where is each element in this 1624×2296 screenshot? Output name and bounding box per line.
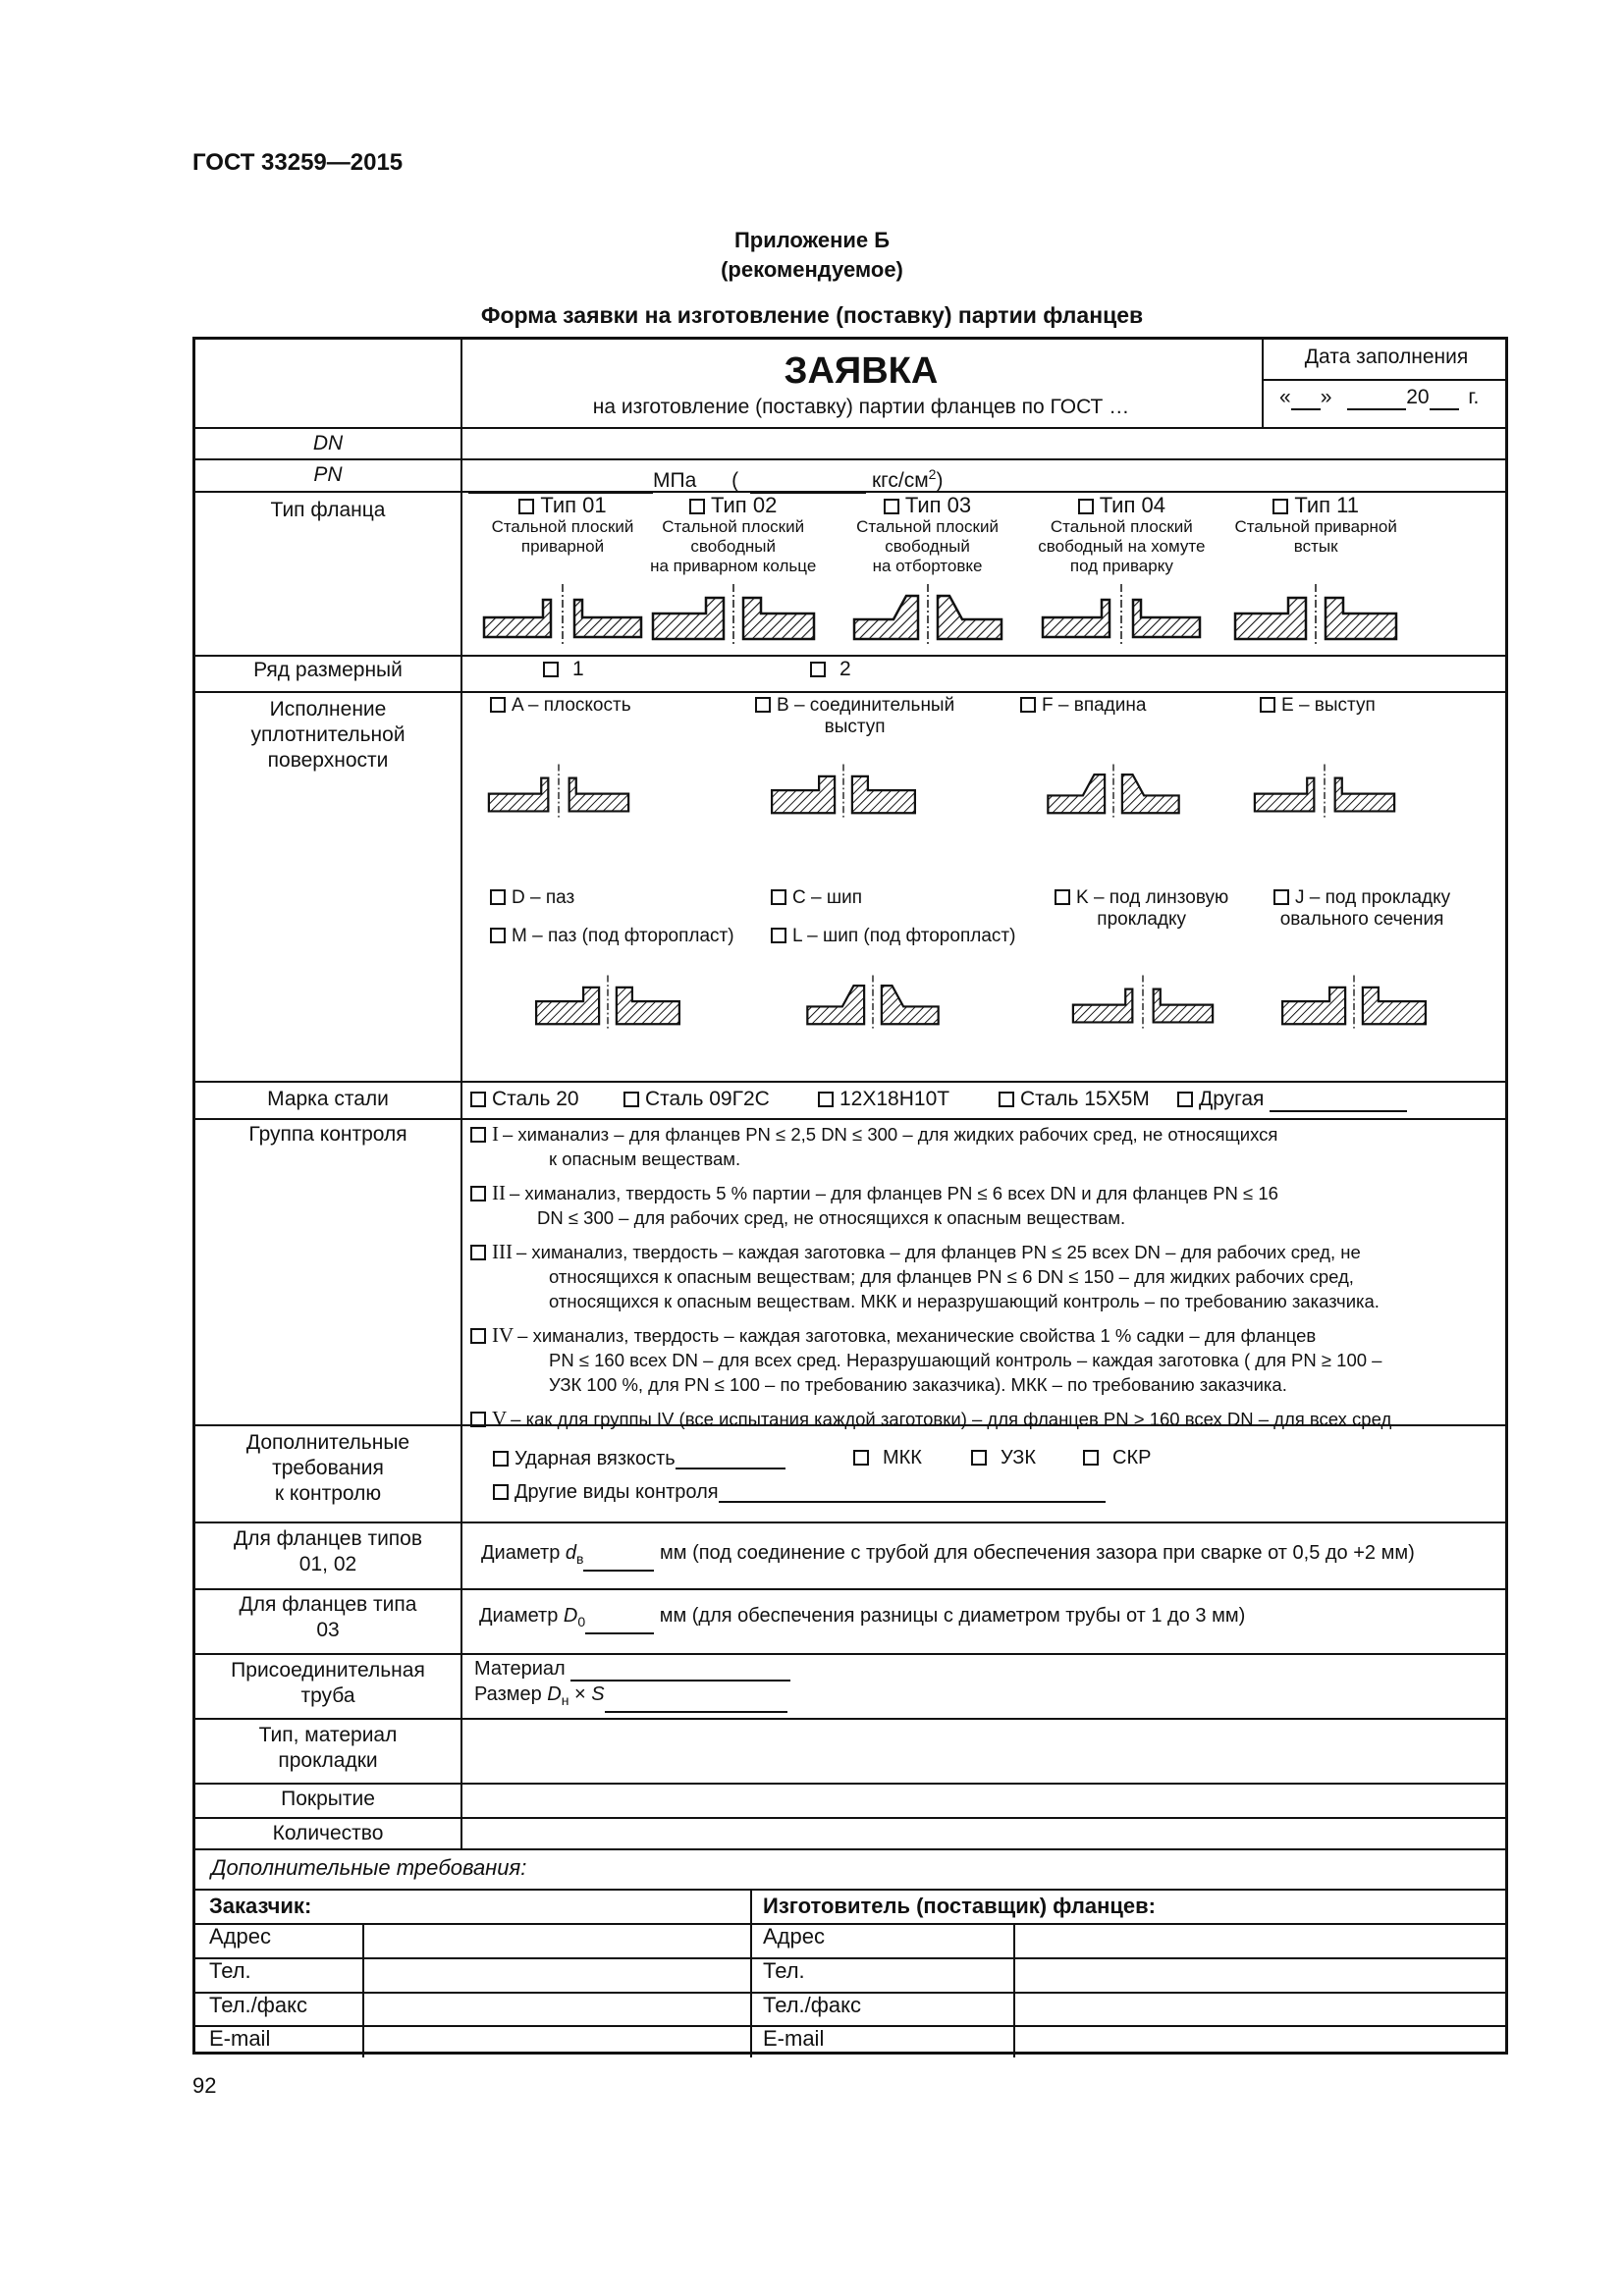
control-group-label: Группа контроля [248, 1123, 407, 1146]
steel-option-4[interactable]: Другая [1177, 1087, 1407, 1112]
manufacturer-value-3[interactable] [1015, 2026, 1506, 2057]
document-code: ГОСТ 33259—2015 [192, 149, 404, 176]
dn-label: DN [312, 432, 344, 454]
flange-type-label-2: Тип 02 [711, 493, 778, 517]
pipe-material-field[interactable]: Материал [474, 1656, 790, 1682]
flange-type-4[interactable]: Тип 04 Стальной плоский свободный на хомуте под приварку [1038, 493, 1206, 575]
manufacturer-value-1[interactable] [1015, 1958, 1506, 1990]
sealing-option-row1-1[interactable]: B – соединительный выступ [755, 695, 954, 738]
form-title: Форма заявки на изготовление (поставку) партии фланцев [480, 302, 1144, 328]
manufacturer-field-1: Тел. [763, 1958, 805, 1983]
size-option-1[interactable]: 1 [543, 657, 584, 682]
sealing-drawing-row1-2 [1035, 757, 1192, 826]
control-group-IV[interactable]: IV – химанализ, твердость – каждая заготовка, механические свойства 1 % садки – для фланцев PN ≤ 160 всех DN – для всех сред. Неразрушающий контроль – каждая заготовка ( для PN ≥ 100 – УЗК 100 %, для PN ≤ 100 – по требованию заказчика). МКК – по требованию заказчика. [470, 1323, 1381, 1397]
steel-option-1[interactable]: Сталь 09Г2С [623, 1087, 770, 1112]
coating-label: Покрытие [281, 1788, 375, 1810]
manufacturer-value-0[interactable] [1015, 1924, 1506, 1955]
flange-type-drawing-3 [839, 580, 1016, 649]
flange-type-drawing-1 [474, 580, 651, 649]
sealing-drawing-row1-3 [1246, 757, 1403, 826]
type-03-label: Для фланцев типа 03 [239, 1593, 417, 1641]
customer-field-1: Тел. [209, 1958, 251, 1983]
flange-type-3[interactable]: Тип 03 Стальной плоский свободный на отбортовке [856, 493, 999, 575]
skr-option[interactable]: СКР [1083, 1448, 1151, 1468]
types-0102-label: Для фланцев типов 01, 02 [233, 1527, 423, 1575]
flange-type-label-3: Тип 03 [904, 493, 972, 517]
appendix-subtitle: (рекомендуемое) [721, 257, 903, 282]
impact-option[interactable]: Ударная вязкость [493, 1448, 785, 1469]
control-group-V[interactable]: V – как для группы IV (все испытания каждой заготовки) – для фланцев PN > 160 всех DN – для всех сред [470, 1407, 1391, 1431]
flange-type-drawing-4 [1033, 580, 1210, 649]
sealing-option-row2-0[interactable]: D – паз [490, 887, 574, 909]
sealing-option-row1-0[interactable]: A – плоскость [490, 695, 631, 717]
control-group-II[interactable]: II – химанализ, твердость 5 % партии – для фланцев PN ≤ 6 всех DN и для фланцев PN ≤ 16 DN ≤ 300 – для рабочих сред, не относящихся к опасным веществам. [470, 1181, 1278, 1230]
flange-type-label-5: Тип 11 [1294, 493, 1359, 517]
request-title: ЗАЯВКА [784, 350, 939, 392]
flange-type-drawing-2 [645, 580, 822, 649]
pipe-size-field[interactable]: Размер $D_н \times S$ [474, 1682, 787, 1713]
customer-value-1[interactable] [364, 1958, 747, 1990]
steel-option-0[interactable]: Сталь 20 [470, 1087, 579, 1112]
mkk-option[interactable]: МКК [853, 1448, 922, 1468]
date-label: Дата заполнения [1304, 346, 1469, 368]
manufacturer-field-3: E-mail [763, 2026, 825, 2051]
sealing-option-row3-1[interactable]: L – шип (под фторопласт) [771, 926, 1015, 947]
flange-type-label: Тип фланца [270, 499, 386, 521]
sealing-drawing-row1-1 [765, 757, 922, 826]
sealing-drawing-row2-0 [529, 968, 686, 1037]
page-number: 92 [192, 2073, 217, 2098]
customer-value-2[interactable] [364, 1993, 747, 2024]
size-row-label: Ряд размерный [253, 659, 403, 681]
pipe-label: Присоединительная труба [231, 1659, 425, 1707]
request-subtitle: на изготовление (поставку) партии фланцев по ГОСТ … [592, 396, 1130, 418]
flange-type-drawing-5 [1227, 580, 1404, 649]
steel-label: Марка стали [267, 1088, 389, 1110]
manufacturer-field-0: Адрес [763, 1924, 825, 1949]
other-control-option[interactable]: Другие виды контроля [493, 1481, 1106, 1503]
sealing-drawing-row2-3 [1275, 968, 1433, 1037]
sealing-option-row1-2[interactable]: F – впадина [1020, 695, 1146, 717]
steel-option-2[interactable]: 12Х18Н10Т [818, 1087, 949, 1112]
steel-option-3[interactable]: Сталь 15Х5М [999, 1087, 1150, 1112]
date-field[interactable]: « » 20 г. [1279, 386, 1480, 408]
sealing-option-row2-2[interactable]: K – под линзовую прокладку [1055, 887, 1228, 931]
flange-type-5[interactable]: Тип 11 Стальной приварной встык [1234, 493, 1397, 556]
customer-value-0[interactable] [364, 1924, 747, 1955]
manufacturer-title: Изготовитель (поставщик) фланцев: [763, 1894, 1156, 1918]
sealing-option-row2-1[interactable]: C – шип [771, 887, 862, 909]
control-group-I[interactable]: I – химанализ – для фланцев PN ≤ 2,5 DN ≤ 300 – для жидких рабочих сред, не относящихся к опасным веществам. [470, 1122, 1277, 1171]
pn-field[interactable]: МПа ( кгс/$см^2$) [468, 461, 943, 494]
flange-type-label-4: Тип 04 [1099, 493, 1165, 517]
size-option-2[interactable]: 2 [810, 657, 851, 682]
sealing-drawing-row2-1 [794, 968, 951, 1037]
manufacturer-value-2[interactable] [1015, 1993, 1506, 2024]
gasket-label: Тип, материал прокладки [258, 1724, 398, 1772]
sealing-drawing-row2-2 [1064, 968, 1221, 1037]
flange-type-2[interactable]: Тип 02 Стальной плоский свободный на приварном кольце [650, 493, 817, 575]
flange-type-label-1: Тип 01 [540, 493, 607, 517]
sealing-option-row2-3[interactable]: J – под прокладку овального сечения [1273, 887, 1450, 931]
flange-type-1[interactable]: Тип 01 Стальной плоский приварной [491, 493, 634, 556]
sealing-option-row1-3[interactable]: E – выступ [1260, 695, 1376, 717]
customer-title: Заказчик: [209, 1894, 312, 1918]
order-form [192, 337, 1508, 2055]
additional-requirements: Дополнительные требования: [211, 1855, 527, 1880]
sealing-drawing-row1-0 [480, 757, 637, 826]
customer-field-0: Адрес [209, 1924, 271, 1949]
sealing-label: Исполнение уплотнительной поверхности [250, 698, 406, 772]
pn-label: PN [313, 463, 343, 486]
customer-field-2: Тел./факс [209, 1993, 307, 2017]
manufacturer-field-2: Тел./факс [763, 1993, 861, 2017]
appendix-title: Приложение Б [733, 228, 891, 252]
quantity-label: Количество [272, 1822, 384, 1844]
diameter-d0-field[interactable]: Диаметр $D_0$ мм (для обеспечения разницы с диаметром трубы от 1 до 3 мм) [479, 1603, 1245, 1634]
uzk-option[interactable]: УЗК [971, 1448, 1036, 1468]
customer-value-3[interactable] [364, 2026, 747, 2057]
diameter-db-field[interactable]: Диаметр $d_в$ мм (под соединение с трубой для обеспечения зазора при сварке от 0,5 до +2 мм) [481, 1540, 1415, 1572]
control-group-III[interactable]: III – химанализ, твердость – каждая заготовка – для фланцев PN ≤ 25 всех DN – для рабочих сред, не относящихся к опасным веществам; для фланцев PN ≤ 6 DN ≤ 150 – для жидких рабочих сред, относящихся к опасным веществам. МКК и неразрушающий контроль – по требованию заказчика. [470, 1240, 1380, 1313]
additional-control-label: Дополнительные требования к контролю [245, 1431, 410, 1505]
customer-field-3: E-mail [209, 2026, 271, 2051]
sealing-option-row3-0[interactable]: M – паз (под фторопласт) [490, 926, 734, 947]
